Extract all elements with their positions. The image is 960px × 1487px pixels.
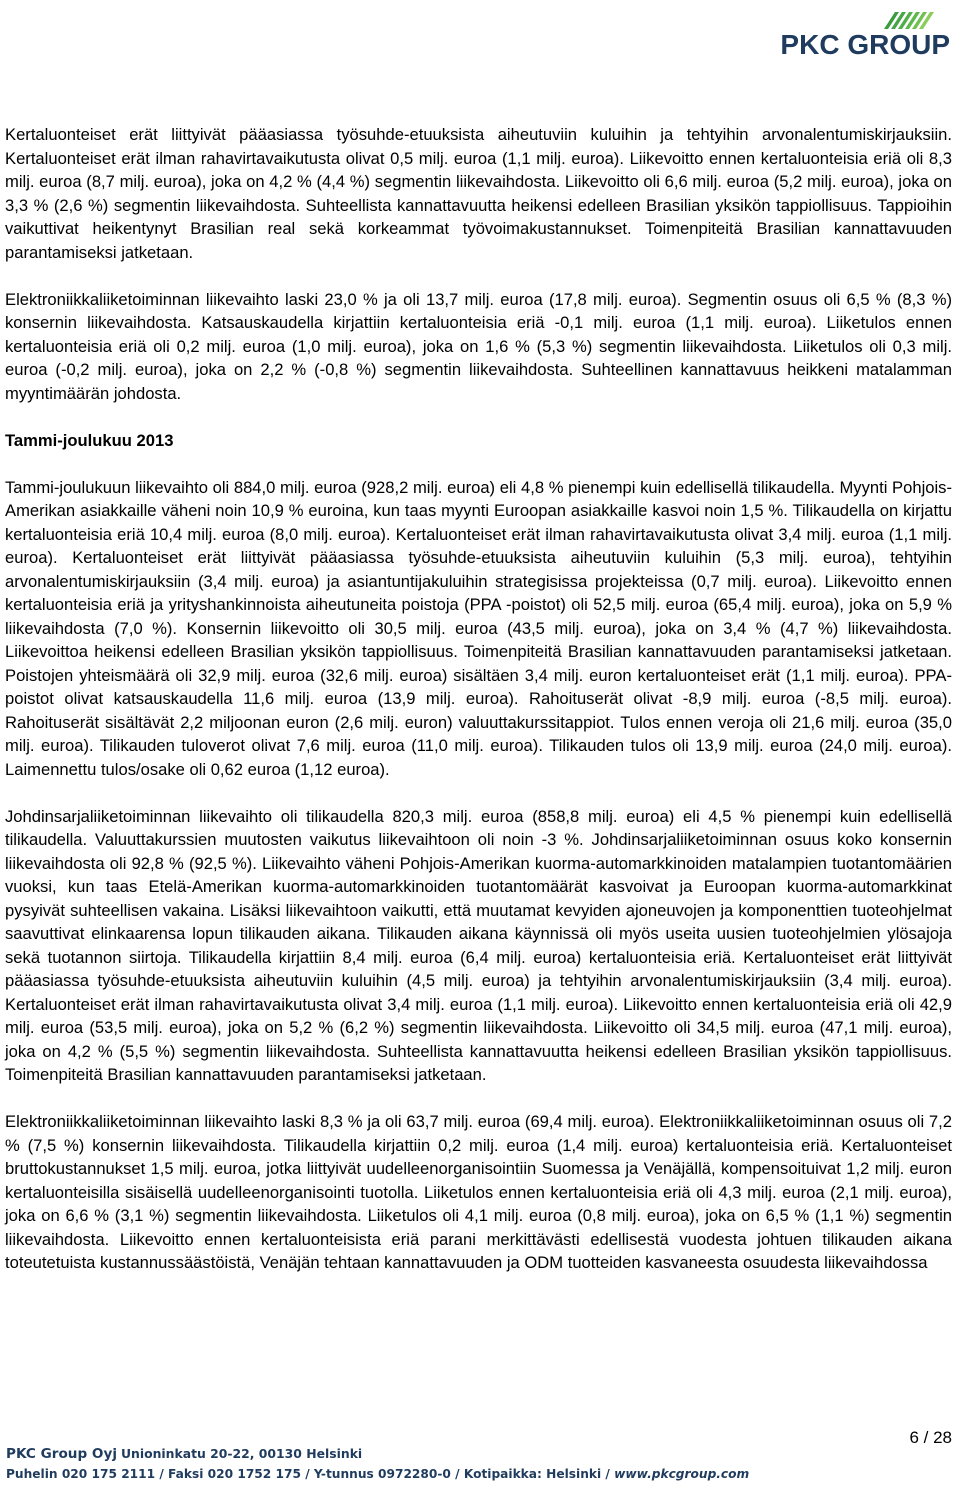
paragraph-gap [5, 781, 952, 805]
paragraph-gap [5, 452, 952, 476]
page-number: 6 / 28 [909, 1428, 952, 1447]
document-body [5, 123, 952, 1275]
pkc-group-logo [688, 6, 950, 58]
footer-line-1 [6, 1444, 954, 1464]
paragraph-gap [5, 264, 952, 288]
footer-website-link[interactable]: www.pkcgroup.com [614, 1467, 750, 1481]
paragraph-gap [5, 405, 952, 429]
page-footer [6, 1444, 954, 1484]
footer-contact-details: Puhelin 020 175 2111 / Faksi 020 1752 175 / Y-tunnus 0972280-0 / Kotipaikka: Helsinki / [6, 1467, 615, 1481]
section-heading: Tammi-joulukuu 2013 [5, 430, 174, 450]
pkc-group-logo-graphic [688, 6, 950, 58]
paragraph-full-year-johdinsarja: Johdinsarjaliiketoiminnan liikevaihto oli tilikaudella 820,3 milj. euroa (858,8 milj. euroa) eli 4,5 % pienempi kuin edellisellä tilikaudella. Valuuttakurssien muutosten vaikutus liikevaihtoon oli noin -3 %. Johdinsarjaliiketoiminnan osuus koko konsernin liikevaihdosta oli 92,8 % (92,5 %). Liikevaihto väheni Pohjois-Amerikan kuorma-automarkkinoiden matalampien tuotantomäärien vuoksi, kun taas Etelä-Amerikan kuorma-automarkkinoiden tuotantomäärät kasvoivat ja Euroopan kuorma-automarkkinat pysyivät suhteellisen vakaina. Lisäksi liikevaihtoon vaikutti, että muutamat kevyiden ajoneuvojen ja komponenttien tuoteohjelmat saavuttivat elinkaarensa lopun tilikauden aikana. Tilikauden aikana käynnissä oli myös useita uusien tuoteohjelmien ylösajoja sekä tuotannon siirtoja. Tilikaudella kirjattiin 8,4 milj. euroa (6,4 milj. euroa) kertaluonteisia eriä. Kertaluonteiset erät liittyivät pääasiassa työsuhde-etuuksista aiheutuviin kuluihin (4,5 milj. euroa) ja tehtyihin arvonalentumiskirjauksiin (3,4 milj. euroa). Kertaluonteiset erät ilman rahavirtavaikutusta olivat 3,4 milj. euroa (1,1 milj. euroa). Liikevoitto ennen kertaluonteisia eriä oli 42,9 milj. euroa (53,5 milj. euroa), joka on 5,2 % (6,2 %) segmentin liikevaihdosta. Liikevoitto oli 34,5 milj. euroa (47,1 milj. euroa), joka on 4,2 % (5,5 %) segmentin liikevaihdosta. Suhteellista kannattavuutta heikensi edelleen Brasilian yksikön tappiollisuus. Toimenpiteitä Brasilian kannattavuuden parantamiseksi jatketaan. [5, 806, 952, 1084]
footer-address: Unioninkatu 20-22, 00130 Helsinki [120, 1446, 363, 1461]
logo-stripes-icon [884, 12, 934, 29]
logo-text: PKC GROUP [780, 29, 950, 58]
paragraph-gap [5, 1087, 952, 1111]
footer-line-2 [6, 1464, 954, 1484]
footer-company-name: PKC Group Oyj [6, 1446, 118, 1462]
paragraph-elektroniikka-q4-results: Elektroniikkaliiketoiminnan liikevaihto laski 23,0 % ja oli 13,7 milj. euroa (17,8 milj. euroa). Segmentin osuus oli 6,5 % (8,3 %) konsernin liikevaihdosta. Katsauskaudella kirjattiin kertaluonteisia eriä -0,1 milj. euroa (1,1 milj. euroa). Liiketulos ennen kertaluonteisia eriä oli 0,2 milj. euroa (1,0 milj. euroa), joka on 1,6 % (5,3 %) segmentin liikevaihdosta. Liiketulos oli 0,3 milj. euroa (-0,2 milj. euroa), joka on 2,2 % (-0,8 %) segmentin liikevaihdosta. Suhteellinen kannattavuus heikkeni matalamman myyntimäärän johdosta. [5, 289, 952, 403]
paragraph-johdinsarja-q4-results: Kertaluonteiset erät liittyivät pääasiassa työsuhde-etuuksista aiheutuviin kuluihin ja tehtyihin arvonalentumiskirjauksiin. Kertaluonteiset erät ilman rahavirtavaikutusta olivat 0,5 milj. euroa (1,1 milj. euroa). Liikevoitto ennen kertaluonteisia eriä oli 8,3 milj. euroa (8,7 milj. euroa), joka on 4,2 % (4,4 %) segmentin liikevaihdosta. Liikevoitto oli 6,6 milj. euroa (5,2 milj. euroa), joka on 3,3 % (2,6 %) segmentin liikevaihdosta. Suhteellista kannattavuutta heikensi edelleen Brasilian yksikön tappiollisuus. Tappioihin vaikuttivat heikentynyt Brasilian real sekä korkeammat työvoimakustannukset. Toimenpiteitä Brasilian kannattavuuden parantamiseksi jatketaan. [5, 125, 952, 262]
paragraph-full-year-elektroniikka: Elektroniikkaliiketoiminnan liikevaihto laski 8,3 % ja oli 63,7 milj. euroa (69,4 milj. euroa). Elektroniikkaliiketoiminnan osuus oli 7,2 % (7,5 %) konsernin liikevaihdosta. Tilikaudella kirjattiin 0,2 milj. euroa (1,4 milj. euroa) kertaluonteisia eriä. Kertaluonteiset bruttokustannukset 1,5 milj. euroa, jotka liittyivät uudelleenorganisointiin Suomessa ja Venäjällä, kompensoituivat 1,2 milj. euron kertaluonteisilla sisäisellä uudelleenorganisointi tuotolla. Liiketulos ennen kertaluonteisia eriä oli 4,3 milj. euroa (2,1 milj. euroa), joka on 6,6 % (3,1 %) segmentin liikevaihdosta. Liiketulos oli 4,1 milj. euroa (0,8 milj. euroa), joka on 6,5 % (1,1 %) segmentin liikevaihdosta. Liikevoitto ennen kertaluonteisista eriä parani merkittävästi edellisestä vuodesta johtuen tilikauden aikana toteutetuista kustannussäästöistä, Venäjän tehtaan kannattavuuden ja ODM tuotteiden kasvaneesta osuudesta liikevaihdossa [5, 1112, 952, 1272]
paragraph-full-year-group-results: Tammi-joulukuun liikevaihto oli 884,0 milj. euroa (928,2 milj. euroa) eli 4,8 % pienempi kuin edellisellä tilikaudella. Myynti Pohjois-Amerikan asiakkaille väheni noin 10,9 % euroina, kun taas myynti Euroopan asiakkaille kasvoi noin 1,5 %. Tilikaudella on kirjattu kertaluonteisia eriä 10,4 milj. euroa (8,0 milj. euroa). Kertaluonteiset erät ilman rahavirtavaikutusta olivat 3,4 milj. euroa (1,1 milj. euroa). Kertaluonteiset erät liittyivät pääasiassa työsuhde-etuuksista aiheutuviin kuluihin (5,3 milj. euroa), tehtyihin arvonalentumiskirjauksiin (3,4 milj. euroa) ja asiantuntijakuluihin strategisissa projekteissa (0,7 milj. euroa). Liikevoitto ennen kertaluonteisia eriä ja yrityshankinnoista aiheutuneita poistoja (PPA -poistot) oli 52,5 milj. euroa (65,4 milj. euroa), joka on 5,9 % liikevaihdosta (7,0 %). Konsernin liikevoitto oli 30,5 milj. euroa (43,5 milj. euroa), joka on 3,4 % (4,7 %) liikevaihdosta. Liikevoittoa heikensi edelleen Brasilian yksikön tappiollisuus. Toimenpiteitä Brasilian kannattavuuden parantamiseksi jatketaan. Poistojen yhteismäärä oli 32,9 milj. euroa (32,6 milj. euroa) sisältäen 3,4 milj. euron kertaluonteiset erät (1,1 milj. euroa). PPA-poistot olivat katsauskaudella 11,6 milj. euroa (13,9 milj. euroa). Rahoituserät olivat -8,9 milj. euroa (-8,5 milj. euroa). Rahoituserät sisältävät 2,2 miljoonan euron (2,6 milj. euron) valuuttakurssitappiot. Tulos ennen veroja oli 21,6 milj. euroa (35,0 milj. euroa). Tilikauden tuloverot olivat 7,6 milj. euroa (11,0 milj. euroa). Tilikauden tulos oli 13,9 milj. euroa (24,0 milj. euroa). Laimennettu tulos/osake oli 0,62 euroa (1,12 euroa). [5, 477, 952, 779]
